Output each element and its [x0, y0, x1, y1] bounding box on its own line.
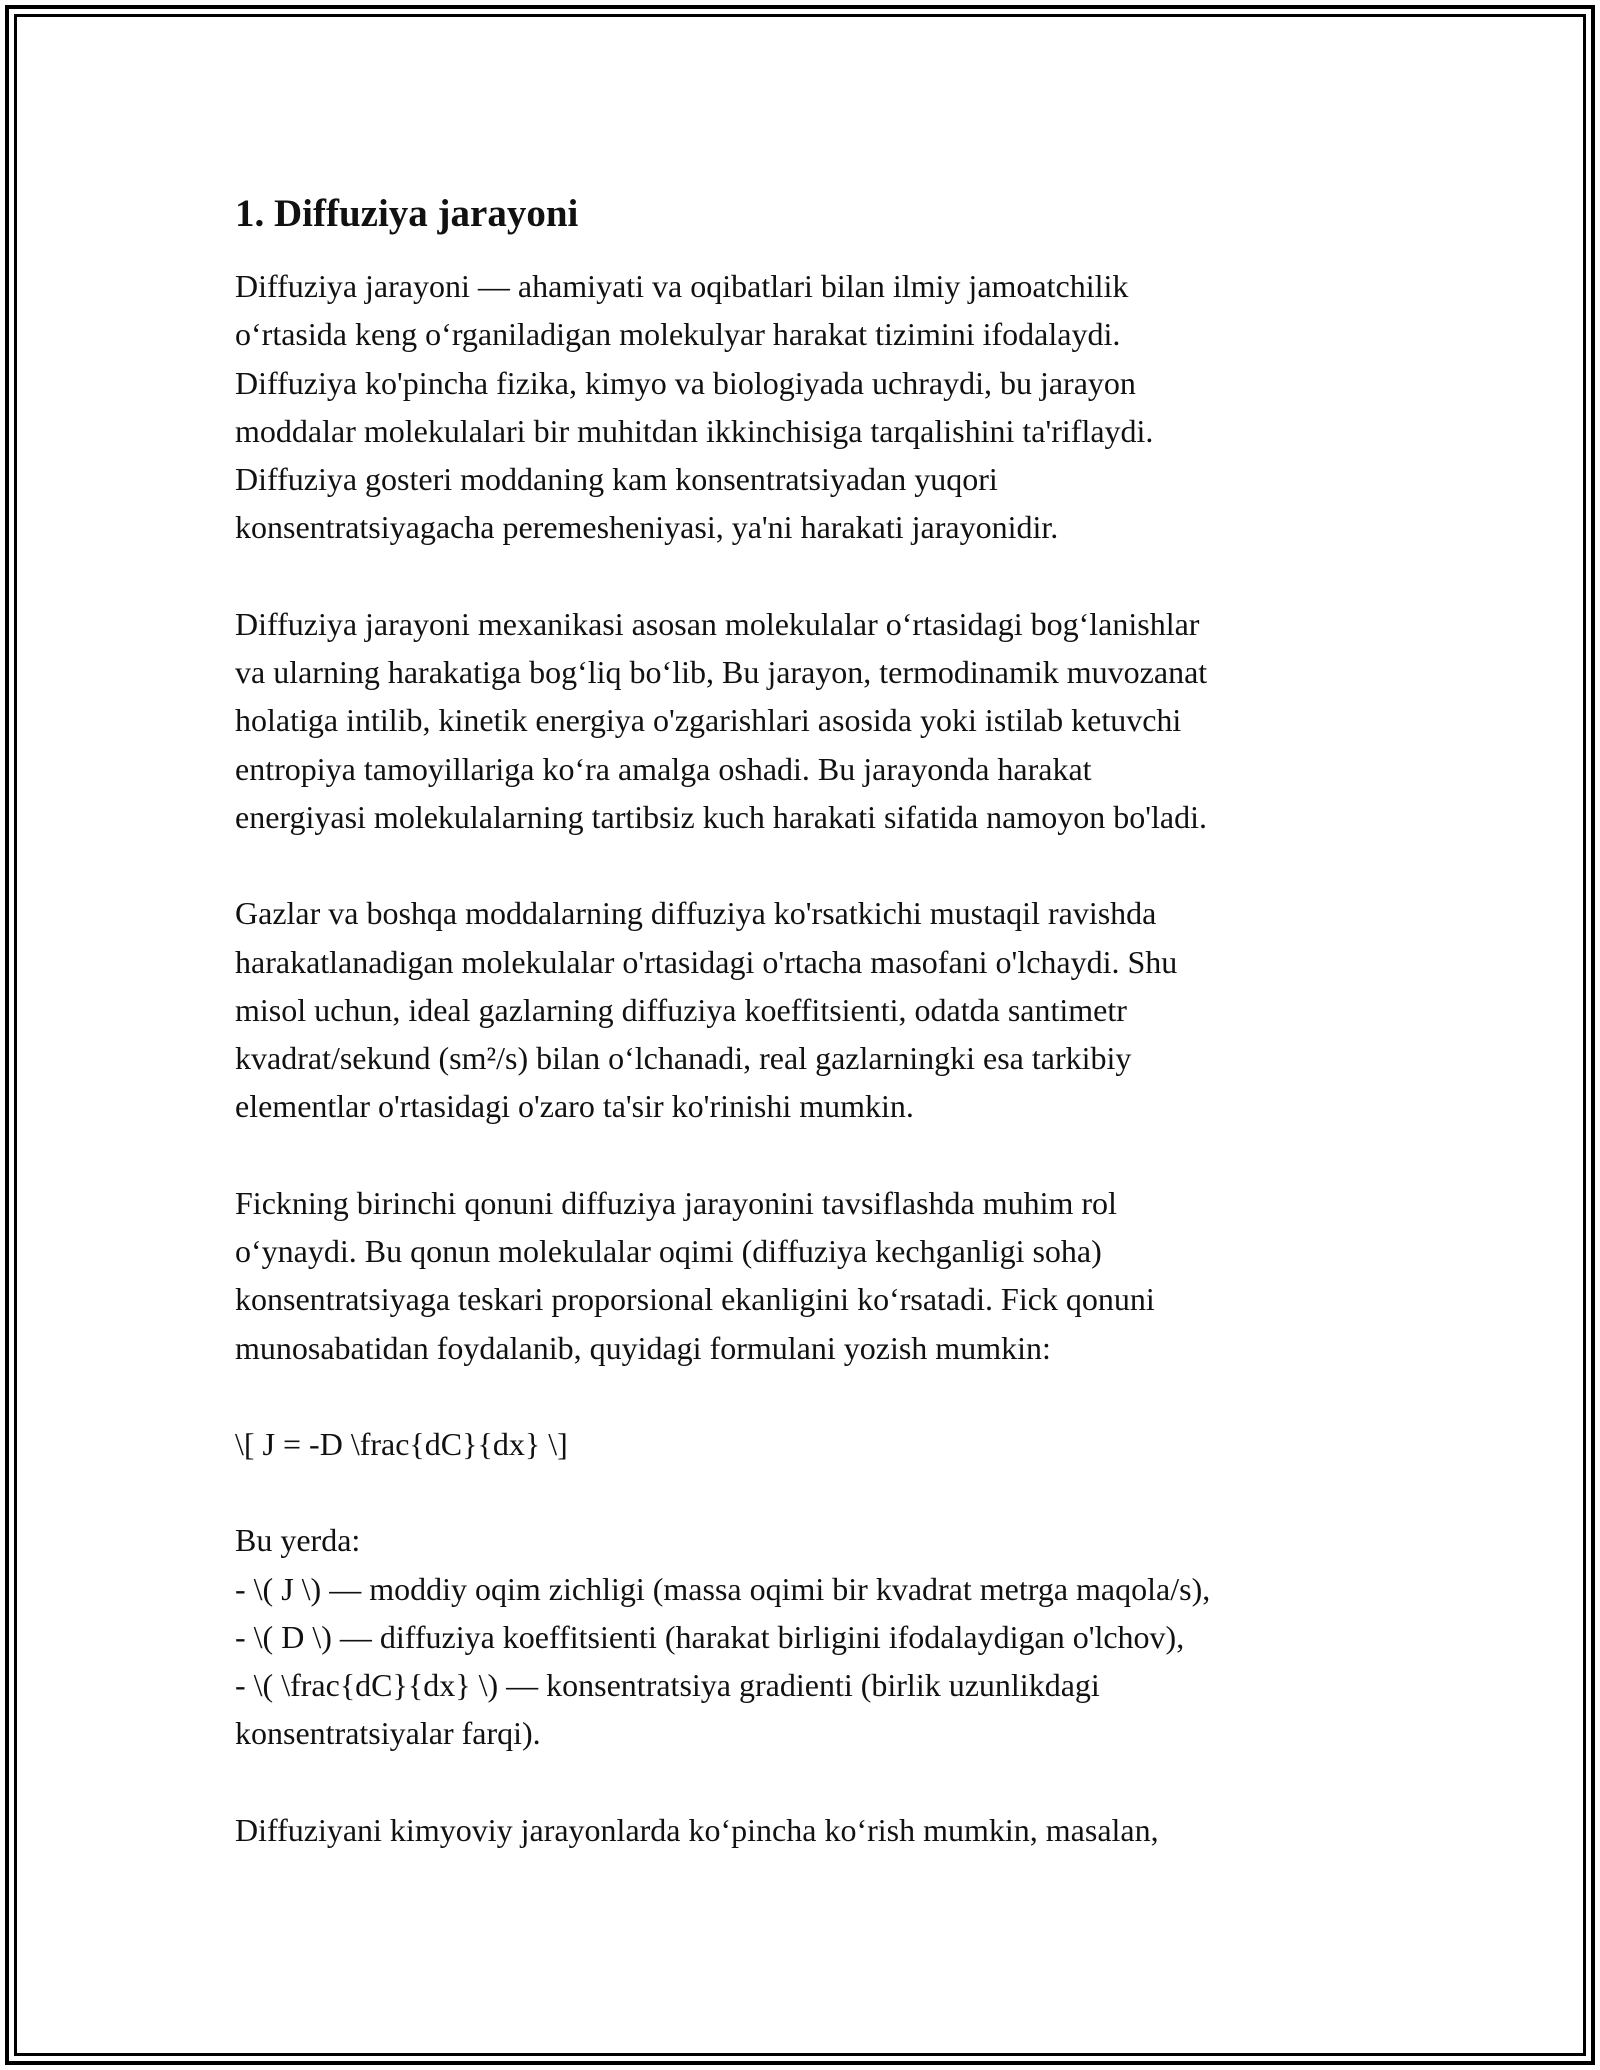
text-line: Fickning birinchi qonuni diffuziya jarayonini tavsiflashda muhim rol — [235, 1184, 1117, 1221]
definitions-intro: Bu yerda: — [235, 1522, 361, 1559]
text-line: o‘rtasida keng o‘rganiladigan molekulyar harakat tizimini ifodalaydi. — [235, 316, 1121, 353]
document-body — [235, 186, 1365, 1902]
section-heading: 1. Diffuziya jarayoni — [235, 192, 579, 235]
text-line: misol uchun, ideal gazlarning diffuziya koeffitsienti, odatda santimetr — [235, 991, 1127, 1028]
text-line: konsentratsiyaga teskari proporsional ekanligini ko‘rsatadi. Fick qonuni — [235, 1281, 1155, 1318]
paragraph-mechanics — [235, 600, 1365, 841]
text-line: Diffuziya jarayoni — ahamiyati va oqibatlari bilan ilmiy jamoatchilik — [235, 268, 1129, 304]
formula-line: \[ J = -D \frac{dC}{dx} \] — [235, 1425, 568, 1462]
text-line: kvadrat/sekund (sm²/s) bilan o‘lchanadi, real gazlarningki esa tarkibiy — [235, 1040, 1132, 1077]
text-line: konsentratsiyagacha peremesheniyasi, ya'ni harakati jarayonidir. — [235, 509, 1059, 546]
text-line: Diffuziya gosteri moddaning kam konsentratsiyadan yuqori — [235, 461, 998, 498]
formula-block — [235, 1420, 1365, 1468]
definition-item: - \( D \) — diffuziya koeffitsienti (harakat birligini ifodalaydigan o'lchov), — [235, 1618, 1185, 1655]
definition-item: - \( \frac{dC}{dx} \) — konsentratsiya gradienti (birlik uzunlikdagi — [235, 1667, 1100, 1704]
text-line: Diffuziya jarayoni mexanikasi asosan molekulalar o‘rtasidagi bog‘lanishlar — [235, 605, 1200, 642]
text-line: energiyasi molekulalarning tartibsiz kuch harakati sifatida namoyon bo'ladi. — [235, 798, 1207, 835]
definitions-list — [235, 1516, 1365, 1757]
text-line: moddalar molekulalari bir muhitdan ikkinchisiga tarqalishini ta'riflaydi. — [235, 412, 1154, 449]
text-line: Diffuziya ko'pincha fizika, kimyo va biologiyada uchraydi, bu jarayon — [235, 364, 1136, 401]
text-line: o‘ynaydi. Bu qonun molekulalar oqimi (diffuziya kechganligi soha) — [235, 1233, 1102, 1270]
paragraph-gases — [235, 889, 1365, 1130]
text-line: munosabatidan foydalanib, quyidagi formulani yozish mumkin: — [235, 1329, 1051, 1366]
paragraph-fick-law — [235, 1179, 1365, 1372]
text-line: elementlar o'rtasidagi o'zaro ta'sir ko'rinishi mumkin. — [235, 1088, 914, 1125]
text-line: entropiya tamoyillariga ko‘ra amalga oshadi. Bu jarayonda harakat — [235, 750, 1092, 787]
definition-item-continued: konsentratsiyalar farqi). — [235, 1715, 541, 1752]
text-line: harakatlanadigan molekulalar o'rtasidagi o'rtacha masofani o'lchaydi. Shu — [235, 943, 1178, 980]
text-line: va ularning harakatiga bog‘liq bo‘lib, Bu jarayon, termodinamik muvozanat — [235, 654, 1208, 691]
text-line: Diffuziyani kimyoviy jarayonlarda ko‘pincha ko‘rish mumkin, masalan, — [235, 1811, 1159, 1848]
definition-item: - \( J \) — moddiy oqim zichligi (massa oqimi bir kvadrat metrga maqola/s), — [235, 1570, 1211, 1607]
text-line: holatiga intilib, kinetik energiya o'zgarishlari asosida yoki istilab ketuvchi — [235, 702, 1182, 739]
paragraph-intro — [235, 262, 1365, 552]
text-line: Gazlar va boshqa moddalarning diffuziya ko'rsatkichi mustaqil ravishda — [235, 895, 1157, 932]
paragraph-chemical — [235, 1806, 1365, 1854]
